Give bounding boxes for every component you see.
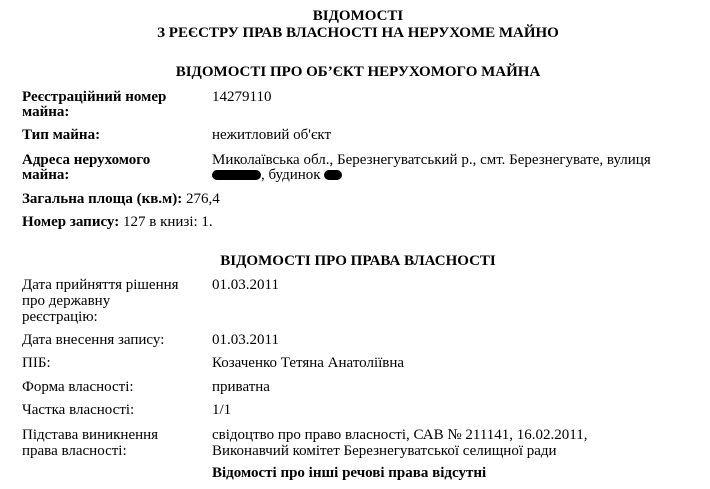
document-subtitle: З РЕЄСТРУ ПРАВ ВЛАСНОСТІ НА НЕРУХОМЕ МАЙНО (157, 25, 559, 41)
address-label-line2: майна: (22, 167, 70, 183)
area-value: 276,4 (186, 191, 220, 207)
decision-label-line1: Дата прийняття рішення (22, 277, 179, 293)
name-value: Козаченко Тетяна Анатоліївна (212, 355, 405, 371)
property-section-title: ВІДОМОСТІ ПРО ОБ’ЄКТ НЕРУХОМОГО МАЙНА (175, 64, 541, 80)
reg-number-label-line1: Реєстраційний номер (22, 89, 167, 105)
basis-label-line2: права власності: (22, 443, 127, 459)
area-row (22, 191, 220, 207)
type-label: Тип майна: (22, 127, 101, 143)
rights-section-title: ВІДОМОСТІ ПРО ПРАВА ВЛАСНОСТІ (220, 253, 496, 269)
share-value: 1/1 (212, 402, 232, 418)
address-value-line2 (212, 167, 342, 183)
share-label: Частка власності: (22, 402, 135, 418)
name-label: ПІБ: (22, 355, 51, 371)
document-title: ВІДОМОСТІ (312, 8, 404, 24)
entry-value: 01.03.2011 (212, 332, 279, 348)
redacted-building-number (324, 170, 342, 180)
address-value-line1: Миколаївська обл., Березнегуватський р., смт. Березнегувате, вулиця (212, 152, 651, 168)
basis-value-line1: свідоцтво про право власності, САВ № 211141, 16.02.2011, (212, 427, 588, 443)
address-label-line1: Адреса нерухомого (22, 152, 151, 168)
record-row (22, 214, 213, 230)
basis-value-line2: Виконавчий комітет Березнегуватської селищної ради (212, 443, 557, 459)
address-building-text: , будинок (261, 167, 321, 183)
form-label: Форма власності: (22, 379, 134, 395)
record-label: Номер запису: (22, 214, 120, 230)
area-label: Загальна площа (кв.м): (22, 191, 183, 207)
decision-label-line2: про державну (22, 293, 111, 309)
record-value: 127 в книзі: 1. (122, 214, 213, 230)
reg-number-value: 14279110 (212, 89, 272, 105)
redacted-street (212, 170, 261, 180)
decision-label-line3: реєстрацію: (22, 309, 98, 325)
type-value: нежитловий об'єкт (212, 127, 332, 143)
other-rights-note: Відомості про інші речові права відсутні (212, 465, 487, 481)
form-value: приватна (212, 379, 270, 395)
entry-label: Дата внесення запису: (22, 332, 165, 348)
basis-label-line1: Підстава виникнення (22, 427, 159, 443)
decision-value: 01.03.2011 (212, 277, 279, 293)
reg-number-label-line2: майна: (22, 104, 70, 120)
